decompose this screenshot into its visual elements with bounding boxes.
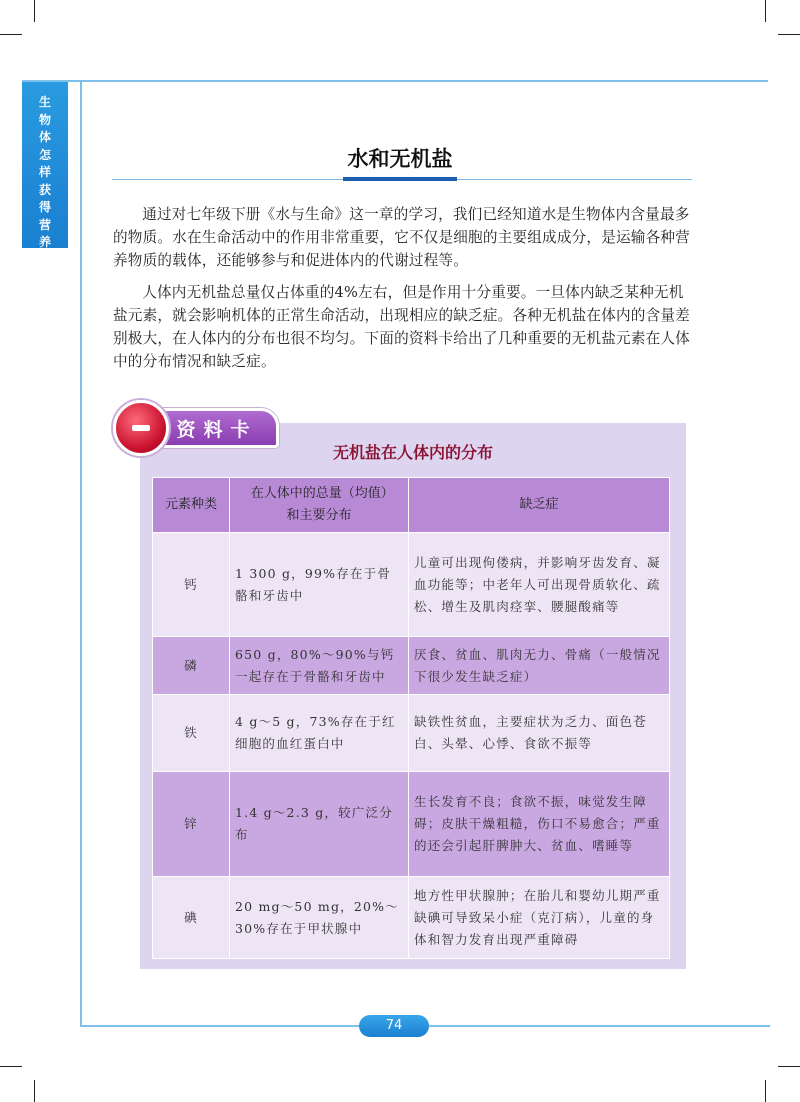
side-tab-char: 生	[38, 95, 51, 109]
element-cell: 锌	[153, 772, 230, 877]
side-tab-char: 样	[38, 165, 51, 179]
deficiency-cell: 生长发育不良；食欲不振，味觉发生障碍；皮肤干燥粗糙，伤口不易愈合；严重的还会引起肝脾肿大、贫血、嗜睡等	[409, 772, 670, 877]
frame-top-line	[22, 80, 768, 82]
card-title: 无机盐在人体内的分布	[332, 443, 493, 462]
side-tab-char: 体	[38, 130, 51, 144]
deficiency-cell: 缺铁性贫血，主要症状为乏力、面色苍白、头晕、心悸、食欲不振等	[409, 695, 670, 772]
amount-cell: 1 300 g，99%存在于骨骼和牙齿中	[230, 533, 409, 637]
side-tab-char: 营	[38, 217, 51, 232]
side-tab-char: 得	[38, 200, 51, 214]
element-cell: 磷	[153, 637, 230, 695]
body-paragraph: 人体内无机盐总量仅占体重的4%左右，但是作用十分重要。一旦体内缺乏某种无机盐元素，就会影响机体的正常生命活动，出现相应的缺乏症。各种无机盐在体内的含量差别极大，在人体内的分布也很不均匀。下面的资料卡给出了几种重要的无机盐元素在人体中的分布情况和缺乏症。	[113, 284, 690, 370]
deficiency-cell: 儿童可出现佝偻病，并影响牙齿发育、凝血功能等；中老年人可出现骨质软化、疏松、增生及肌肉痉挛、腰腿酸痛等	[409, 533, 670, 637]
table-row	[153, 877, 670, 959]
minus-bar	[132, 425, 150, 431]
crop-mark	[0, 34, 22, 35]
badge-label: 资料卡	[176, 419, 258, 441]
table-header-row	[153, 478, 670, 533]
title-underline	[343, 177, 457, 181]
deficiency-cell: 地方性甲状腺肿；在胎儿和婴幼儿期严重缺碘可导致呆小症（克汀病），儿童的身体和智力发育出现严重障碍	[409, 877, 670, 959]
chapter-side-tab-text	[22, 94, 68, 252]
element-cell: 钙	[153, 533, 230, 637]
side-tab-char: 怎	[38, 147, 51, 162]
mineral-table	[152, 477, 670, 959]
table-row	[153, 533, 670, 637]
crop-mark	[34, 1080, 35, 1102]
side-tab-char: 获	[38, 182, 51, 197]
table-header-cell: 在人体中的总量（均值）和主要分布	[230, 478, 409, 533]
side-tab-char: 养	[38, 235, 51, 249]
crop-mark	[0, 1066, 22, 1067]
frame-left-line	[80, 82, 82, 1027]
element-cell: 碘	[153, 877, 230, 959]
crop-mark	[778, 1066, 800, 1067]
table-row	[153, 695, 670, 772]
crop-mark	[778, 34, 800, 35]
amount-cell: 1.4 g～2.3 g，较广泛分布	[230, 772, 409, 877]
table-row	[153, 772, 670, 877]
amount-cell: 650 g，80%～90%与钙一起存在于骨骼和牙齿中	[230, 637, 409, 695]
crop-mark	[765, 1080, 766, 1102]
amount-cell: 4 g～5 g，73%存在于红细胞的血红蛋白中	[230, 695, 409, 772]
table-header-cell: 元素种类	[153, 478, 230, 533]
table-header-cell: 缺乏症	[409, 478, 670, 533]
deficiency-cell: 厌食、贫血、肌肉无力、骨痛（一般情况下很少发生缺乏症）	[409, 637, 670, 695]
crop-mark	[765, 0, 766, 22]
element-cell: 铁	[153, 695, 230, 772]
body-paragraph: 通过对七年级下册《水与生命》这一章的学习，我们已经知道水是生物体内含量最多的物质。水在生命活动中的作用非常重要，它不仅是细胞的主要组成成分，是运输各种营养物质的载体，还能够参与和促进体内的代谢过程等。	[113, 206, 690, 269]
side-tab-char: 物	[38, 112, 51, 127]
chapter-side-tab	[22, 82, 68, 248]
table-row	[153, 637, 670, 695]
amount-cell: 20 mg～50 mg，20%～30%存在于甲状腺中	[230, 877, 409, 959]
crop-mark	[34, 0, 35, 22]
page-number: 74	[359, 1015, 429, 1037]
page-title: 水和无机盐	[347, 147, 453, 171]
